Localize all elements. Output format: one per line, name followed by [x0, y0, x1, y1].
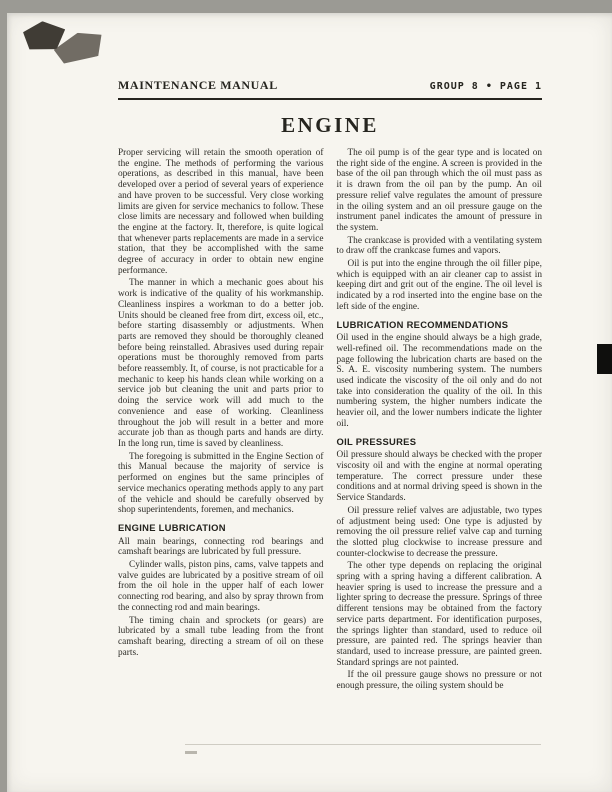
scan-line-artifact [185, 744, 541, 745]
body-paragraph: The other type depends on replacing the original spring with a spring having a different calibration. A heavier spring is used to increase the pressure and a lighter spring to decrease the pressure. Springs of three different tensions may be obtained from the factory service parts department. For identification purposes, the springs lighter than standard, used to reduce oil pressure, are painted red. The springs heavier than standard, used to increase pressure, are painted green. Standard springs are not painted. [336, 561, 542, 668]
body-paragraph: If the oil pressure gauge shows no pressure or not enough pressure, the oiling system should be [336, 670, 542, 692]
manual-title: MAINTENANCE MANUAL [118, 78, 278, 92]
section-heading: ENGINE LUBRICATION [118, 521, 226, 533]
body-paragraph: Oil pressure relief valves are adjustable, two types of adjustment being used: One type is adjusted by removing the oil pressure relief valve cap and turning the slotted plug clockwise to increase pressure and counter-clockwise to decrease the pressure. [336, 505, 542, 559]
scan-dash-artifact [185, 751, 197, 754]
body-paragraph: Oil is put into the engine through the oil filler pipe, which is equipped with an air cleaner cap to assist in keeping dirt and grit out of the engine. The oil level is indicated by a rod inserted into the engine base on the left side of the engine. [336, 259, 542, 312]
body-paragraph: All main bearings, connecting rod bearings and camshaft bearings are lubricated by full pressure. [118, 536, 324, 558]
body-paragraph: The timing chain and sprockets (or gears) are lubricated by a small tube leading from the front camshaft bearing, directing a stream of oil on these parts. [118, 615, 324, 658]
group-page-label: GROUP 8 • PAGE 1 [429, 81, 542, 92]
page-title: ENGINE [281, 113, 379, 137]
section-heading: OIL PRESSURES [336, 435, 417, 447]
running-header [118, 78, 542, 100]
body-paragraph: The foregoing is submitted in the Engine Section of this Manual because the majority of service is performed on engines but the same principles of service mechanics operating methods apply to any part of the vehicle and should be carefully observed by shop superintendents, foremen, and mechanics. [118, 451, 324, 516]
body-paragraph: The crankcase is provided with a ventilating system to draw off the crankcase fumes and vapors. [336, 235, 542, 257]
section-heading: LUBRICATION RECOMMENDATIONS [336, 318, 509, 330]
page-content [118, 78, 542, 694]
body-paragraph: The oil pump is of the gear type and is located on the right side of the engine. A screen is provided in the base of the oil pan through which the oil must pass as it is drawn from the oil pan by the pump. An oil pressure relief valve regulates the amount of pressure in the oiling system and an oil pressure gauge on the instrument panel indicates the amount of pressure in the system. [336, 148, 542, 233]
body-paragraph: Oil used in the engine should always be a high grade, well-refined oil. The recommendations made on the page following the lubrication charts are based on the S. A. E. viscosity numbering system. The numbers used indicate the viscosity of the oil only and do not take into consideration the quality of the oil. In this numbering system, the higher numbers indicate the heavier oil, and the lower numbers indicate the lighter oil. [336, 333, 542, 429]
body-paragraph: The manner in which a mechanic goes about his work is indicative of the quality of his workmanship. Cleanliness inspires a workman to do a better job. Units should be cleaned free from dirt, excess oil, etc., before starting disassembly or adjustments. When parts are removed they should be thoroughly cleaned before being reinstalled. Abrasives used during repair operations must be thoroughly removed from parts before reassembly. It, of course, is not practicable for a mechanic to keep his hands clean while working on a service job but cleaning the unit and parts prior to doing the service work will add much to the convenience and ease of working. Cleanliness throughout the job will result in a better and more accurate job than as though parts and hands are dirty. In the long run, time is saved by cleanliness. [118, 278, 324, 449]
text-columns [118, 148, 542, 694]
column-left [118, 148, 324, 694]
body-paragraph: Oil pressure should always be checked with the proper viscosity oil and with the engine at normal operating temperature. The correct pressure under these conditions and at normal driving speed is shown in the Service Standards. [336, 450, 542, 504]
body-paragraph: Cylinder walls, piston pins, cams, valve tappets and valve guides are lubricated by a positive stream of oil from the oil hole in the upper half of each lower connecting rod bearing, and also by spray thrown from the connecting rod and main bearings. [118, 560, 324, 613]
column-right [337, 148, 543, 694]
section-edge-tab [597, 344, 612, 374]
body-paragraph: Proper servicing will retain the smooth operation of the engine. The methods of performing the various operations, as described in this manual, have been developed over a period of several years of experience and have proven to be successful. Very close working limits are given for service mechanics to follow. These close limits are necessary and followed when building the engine at the factory. It, therefore, is quite logical that whenever parts replacements are made in a service station, that they be accomplished with the same degree of accuracy in order to obtain new engine performance. [118, 148, 324, 276]
